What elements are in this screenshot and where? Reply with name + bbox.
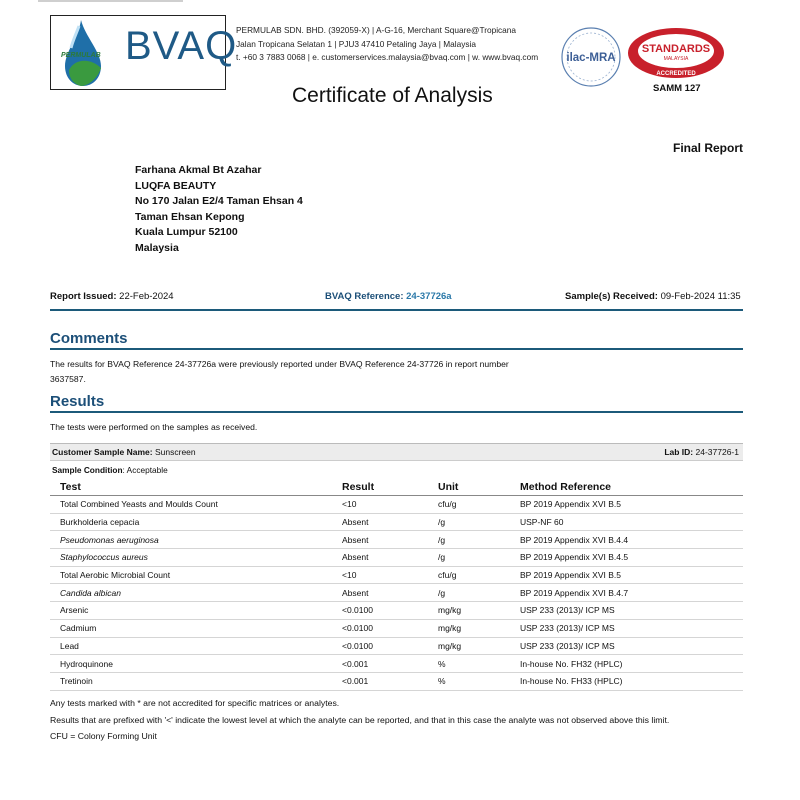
condition-value: : Acceptable xyxy=(122,465,168,475)
cell-method: USP 233 (2013)/ ICP MS xyxy=(510,637,743,655)
top-edge-line xyxy=(38,0,183,2)
reference-label: BVAQ Reference: xyxy=(325,291,404,302)
cell-method: USP-NF 60 xyxy=(510,513,743,531)
cell-unit: % xyxy=(428,672,510,690)
cell-result: <0.001 xyxy=(332,672,428,690)
comments-heading: Comments xyxy=(50,330,128,347)
address-line: No 170 Jalan E2/4 Taman Ehsan 4 xyxy=(135,195,303,207)
cell-test: Pseudomonas aeruginosa xyxy=(50,531,332,549)
issued-value: 22-Feb-2024 xyxy=(119,291,174,302)
column-header-unit: Unit xyxy=(428,478,510,496)
standards-label: STANDARDS xyxy=(641,43,711,55)
comments-line-1: The results for BVAQ Reference 24-37726a were previously reported under BVAQ Reference 24-37726 in report number xyxy=(50,359,509,369)
cell-method: USP 233 (2013)/ ICP MS xyxy=(510,602,743,620)
issued-label: Report Issued: xyxy=(50,291,117,302)
address-line: Farhana Akmal Bt Azahar xyxy=(135,164,262,176)
cell-method: USP 233 (2013)/ ICP MS xyxy=(510,619,743,637)
company-info xyxy=(236,24,538,65)
cell-test: Total Combined Yeasts and Moulds Count xyxy=(50,496,332,514)
cell-test: Lead xyxy=(50,637,332,655)
cell-method: In-house No. FH33 (HPLC) xyxy=(510,672,743,690)
cell-test: Staphylococcus aureus xyxy=(50,549,332,567)
cell-unit: /g xyxy=(428,549,510,567)
cell-result: <10 xyxy=(332,566,428,584)
cell-result: Absent xyxy=(332,531,428,549)
divider xyxy=(50,411,743,413)
cell-test: Hydroquinone xyxy=(50,655,332,673)
cell-unit: /g xyxy=(428,584,510,602)
table-row xyxy=(50,619,743,637)
table-row xyxy=(50,655,743,673)
sample-name xyxy=(52,447,196,457)
address-line: Malaysia xyxy=(135,241,179,254)
reference-value: 24-37726a xyxy=(406,291,452,302)
cell-test: Total Aerobic Microbial Count xyxy=(50,566,332,584)
cell-result: Absent xyxy=(332,584,428,602)
cell-method: BP 2019 Appendix XVI B.5 xyxy=(510,566,743,584)
comments-text xyxy=(50,357,509,387)
cell-test: Tretinoin xyxy=(50,672,332,690)
company-line-2: Jalan Tropicana Selatan 1 | PJU3 47410 Petaling Jaya | Malaysia xyxy=(236,38,476,49)
table-row xyxy=(50,584,743,602)
address-line: LUQFA BEAUTY xyxy=(135,179,217,192)
results-heading: Results xyxy=(50,393,105,410)
cell-test: Cadmium xyxy=(50,619,332,637)
cell-result: <0.0100 xyxy=(332,619,428,637)
table-row xyxy=(50,637,743,655)
lab-id-value: 24-37726-1 xyxy=(695,447,739,457)
footnotes xyxy=(50,695,669,745)
footnote: CFU = Colony Forming Unit xyxy=(50,731,157,741)
results-table xyxy=(50,478,743,691)
divider xyxy=(50,348,743,350)
received-label: Sample(s) Received: xyxy=(565,291,658,302)
cell-test: Burkholderia cepacia xyxy=(50,513,332,531)
cell-unit: mg/kg xyxy=(428,602,510,620)
logo-subtext: PERMULAB xyxy=(61,52,101,59)
address-line: Taman Ehsan Kepong xyxy=(135,210,245,223)
footnote: Any tests marked with * are not accredited for specific matrices or analytes. xyxy=(50,698,340,708)
report-type: Final Report xyxy=(673,141,744,155)
cell-test: Candida albican xyxy=(50,584,332,602)
table-row xyxy=(50,513,743,531)
cell-method: BP 2019 Appendix XVI B.5 xyxy=(510,496,743,514)
cell-method: BP 2019 Appendix XVI B.4.7 xyxy=(510,584,743,602)
results-table-body xyxy=(50,496,743,691)
table-row xyxy=(50,496,743,514)
cell-result: <0.0100 xyxy=(332,637,428,655)
column-header-method: Method Reference xyxy=(510,478,743,496)
sample-name-value: Sunscreen xyxy=(155,447,196,457)
comments-line-2: 3637587. xyxy=(50,374,86,384)
cell-result: Absent xyxy=(332,549,428,567)
sample-name-bar xyxy=(50,443,743,461)
column-header-test: Test xyxy=(50,478,332,496)
condition-label: Sample Condition xyxy=(52,465,123,475)
report-issued xyxy=(50,291,174,302)
lab-id-label: Lab ID: xyxy=(664,447,694,457)
table-row xyxy=(50,531,743,549)
footnote: Results that are prefixed with '<' indicate the lowest level at which the analyte can be reported, and that in this case the analyte was not observed above this limit. xyxy=(50,714,670,725)
cell-unit: cfu/g xyxy=(428,496,510,514)
logo-text: BVAQ xyxy=(125,24,238,68)
divider xyxy=(50,309,743,311)
ilac-mra-icon xyxy=(560,26,622,88)
standards-arc: ACCREDITED xyxy=(656,71,696,77)
bvaq-reference xyxy=(325,291,452,302)
page-title: Certificate of Analysis xyxy=(292,84,493,107)
table-row xyxy=(50,672,743,690)
cell-method: BP 2019 Appendix XVI B.4.4 xyxy=(510,531,743,549)
recipient-address xyxy=(135,163,303,256)
cell-method: BP 2019 Appendix XVI B.4.5 xyxy=(510,549,743,567)
cell-method: In-house No. FH32 (HPLC) xyxy=(510,655,743,673)
samples-received xyxy=(565,291,741,302)
ilac-label: ilac-MRA xyxy=(566,52,616,64)
column-header-result: Result xyxy=(332,478,428,496)
cell-unit: /g xyxy=(428,531,510,549)
table-row xyxy=(50,566,743,584)
table-header-row xyxy=(50,478,743,496)
sample-condition xyxy=(52,465,168,475)
bvaq-logo xyxy=(50,15,238,90)
cell-unit: /g xyxy=(428,513,510,531)
samm-number: SAMM 127 xyxy=(653,83,701,94)
cell-unit: % xyxy=(428,655,510,673)
lab-id xyxy=(664,447,739,457)
cell-unit: cfu/g xyxy=(428,566,510,584)
results-intro: The tests were performed on the samples as received. xyxy=(50,422,258,432)
company-line-1: PERMULAB SDN. BHD. (392059-X) | A-G-16, Merchant Square@Tropicana xyxy=(236,25,517,35)
cell-result: <0.0100 xyxy=(332,602,428,620)
cell-test: Arsenic xyxy=(50,602,332,620)
cell-result: <0.001 xyxy=(332,655,428,673)
address-line: Kuala Lumpur 52100 xyxy=(135,226,238,238)
table-row xyxy=(50,602,743,620)
standards-sub: MALAYSIA xyxy=(663,56,689,62)
standards-malaysia-icon xyxy=(626,26,726,80)
cell-result: <10 xyxy=(332,496,428,514)
cell-unit: mg/kg xyxy=(428,637,510,655)
company-line-3: t. +60 3 7883 0068 | e. customerservices.malaysia@bvaq.com | w. www.bvaq.com xyxy=(236,52,539,62)
cell-unit: mg/kg xyxy=(428,619,510,637)
sample-name-label: Customer Sample Name: xyxy=(52,447,153,457)
received-value: 09-Feb-2024 11:35 xyxy=(660,291,741,302)
table-row xyxy=(50,549,743,567)
cell-result: Absent xyxy=(332,513,428,531)
